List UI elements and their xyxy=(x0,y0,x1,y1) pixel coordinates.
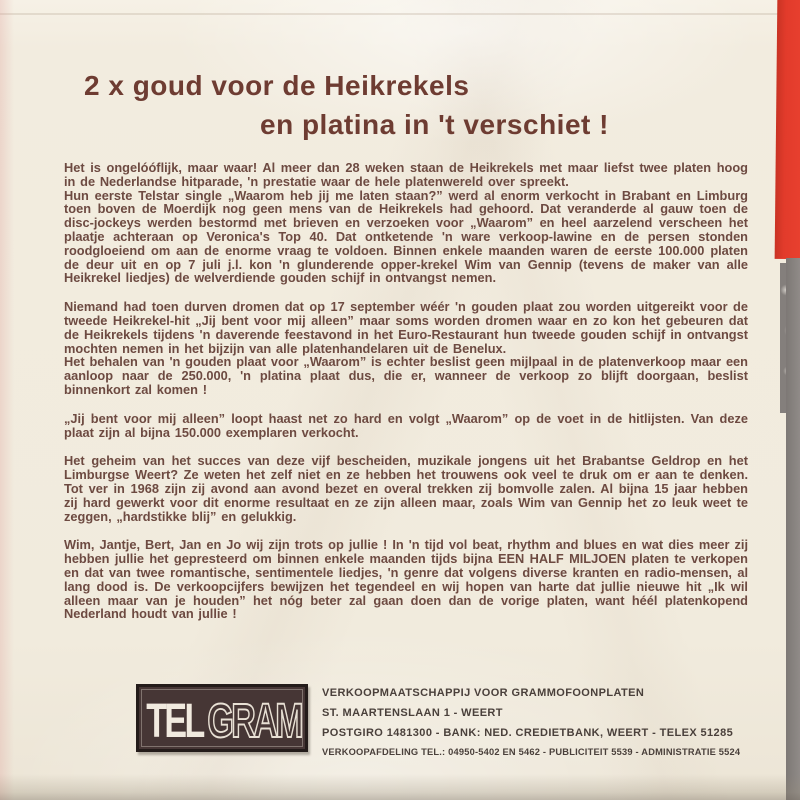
paragraph: Niemand had toen durven dromen dat op 17 september wéér 'n gouden plaat zou worden uitgereikt voor de tweede Heikrekel-hit „Jij bent voor mij alleen” maar soms worden dromen waar en zo kon het gebeuren dat de Heikrekels tijdens 'n daverende feestavond in het Euro-Restaurant hun tweede gouden schijf in ontvangst mochten nemen in het bijzijn van alle platenhandelaren uit de Benelux. xyxy=(64,299,748,356)
publisher-phone-info: VERKOOPAFDELING TEL.: 04950-5402 EN 5462 - PUBLICITEIT 5539 - ADMINISTRATIE 5524 xyxy=(322,747,741,757)
publisher-address: ST. MAARTENSLAAN 1 - WEERT xyxy=(322,707,503,719)
paragraph-block-5 xyxy=(64,538,748,621)
headline-line-1: 2 x goud voor de Heikrekels xyxy=(84,70,470,101)
paragraph: Wim, Jantje, Bert, Jan en Jo wij zijn trots op jullie ! In 'n tijd vol beat, rhythm and blues en wat dies meer zij hebben jullie het gepresteerd om binnen enkele maanden tijds bijna EEN HALF MILJOEN platen te verkopen en dat van twee romantische, sentimentele liedjes, 'n genre dat volgens diverse kranten en radio-mensen, al lang dood is. De verkoopcijfers bewijzen het tegendeel en wij hopen van harte dat jullie nieuwe hit „Ik wil alleen maar van je houden” het nóg beter zal gaan doen dan de vorige platen, want héél platenkopend Nederland houdt van jullie ! xyxy=(64,537,748,622)
paragraph: „Jij bent voor mij alleen” loopt haast net zo hard en volgt „Waarom” op de voet in de hitlijsten. Van deze plaat zijn al bijna 150.000 exemplaren verkocht. xyxy=(64,410,748,440)
headline-line-2: en platina in 't verschiet ! xyxy=(260,109,609,140)
body-text xyxy=(64,161,748,636)
headline xyxy=(84,70,609,141)
paragraph-block-2 xyxy=(64,300,748,397)
paragraph: Het behalen van 'n gouden plaat voor „Waarom” is echter beslist geen mijlpaal in de platenverkoop maar een aanloop naar de 250.000, 'n platina plaat dus, die er, wanneer de verkoop zo blijft doorgaan, beslist binnenkort zal komen ! xyxy=(64,354,748,397)
paragraph: Het geheim van het succes van deze vijf bescheiden, muzikale jongens uit het Brabantse Geldrop en het Limburgse Weert? Ze weten het zelf niet en ze hebben het trouwens ook veel te druk om er aan te denken. Tot ver in 1968 zijn zij avond aan avond bezet en overal trekken zij bomvolle zalen. Al bijna 15 jaar hebben zij hard gewerkt voor dit enorme resultaat en ze zijn alleen maar, zoals Wim van Gennip het zo leuk weet te zeggen, „hardstikke blij” en gelukkig. xyxy=(64,453,748,524)
logo-tel-text: TEL xyxy=(146,692,203,748)
logo-gram-text: GRAM xyxy=(207,692,302,748)
paragraph-block-3 xyxy=(64,412,748,440)
scan-bottom-shadow xyxy=(0,774,800,800)
adjacent-sleeve-grey-strip xyxy=(786,258,800,800)
telgram-logo-graphic xyxy=(136,684,308,752)
sleeve-top-edge xyxy=(0,13,800,15)
paragraph-block-1 xyxy=(64,161,748,285)
paragraph-block-4 xyxy=(64,454,748,523)
publisher-info xyxy=(322,687,782,757)
paragraph: Het is ongelóóflijk, maar waar! Al meer dan 28 weken staan de Heikrekels met maar liefst twee platen hoog in de Nederlandse hitparade, 'n prestatie waar de hele platenwereld over spreekt. xyxy=(64,160,748,189)
publisher-bank-info: POSTGIRO 1481300 - BANK: NED. CREDIETBANK, WEERT - TELEX 51285 xyxy=(322,727,734,739)
left-edge-tint xyxy=(0,0,14,800)
paragraph: Hun eerste Telstar single „Waarom heb jij me laten staan?” werd al enorm verkocht in Brabant en Limburg toen boven de Moerdijk nog geen mens van de Heikrekels had gehoord. Dat veranderde al gauw toen de disc-jockeys werden bestormd met brieven en verzoeken voor „Waarom” en heel aarzelend verscheen het plaatje achteraan op Veronica's Top 40. Dat ontketende 'n ware verkoop-lawine en de persen stonden roodgloeiend om aan de enorme vraag te voldoen. Binnen enkele maanden waren de eerste 100.000 platen de deur uit en op 7 juli j.l. kon 'n glunderende opper-krekel Wim van Gennip (tevens de maker van alle Heikrekel liedjes) de welverdiende gouden schijf in ontvangst nemen. xyxy=(64,187,748,286)
telgram-logo xyxy=(136,684,308,757)
adjacent-sleeve-red-strip xyxy=(775,0,800,259)
publisher-name: VERKOOPMAATSCHAPPIJ VOOR GRAMMOFOONPLATEN xyxy=(322,687,645,699)
